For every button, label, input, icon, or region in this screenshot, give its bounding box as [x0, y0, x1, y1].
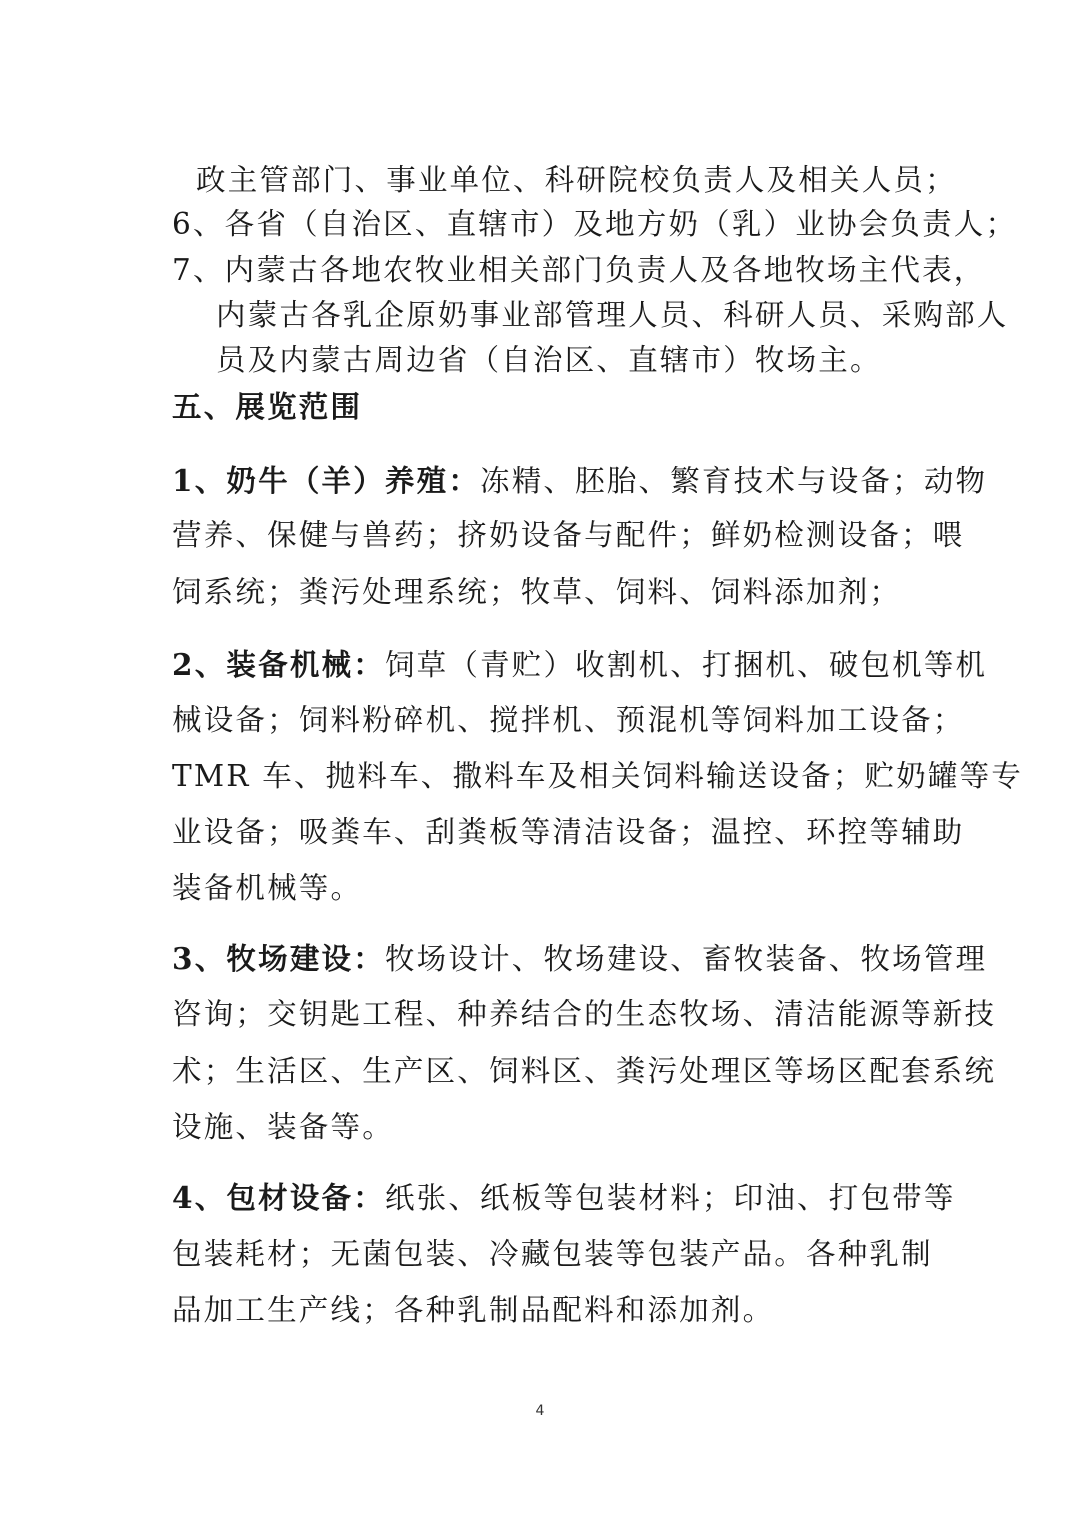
- text-line: 员及内蒙古周边省（自治区、直辖市）牧场主。: [216, 343, 882, 377]
- exhibit-item-1-text: 冻精、胚胎、繁育技术与设备；动物: [480, 464, 988, 498]
- exhibit-item-1-text: 营养、保健与兽药；挤奶设备与配件；鲜奶检测设备；喂: [172, 518, 965, 552]
- exhibit-item-4-text: 品加工生产线；各种乳制品配料和添加剂。: [172, 1293, 775, 1327]
- text-line: 内蒙古各乳企原奶事业部管理人员、科研人员、采购部人: [216, 298, 1009, 332]
- exhibit-item-2-text: 业设备；吸粪车、刮粪板等清洁设备；温控、环控等辅助: [172, 815, 965, 849]
- exhibit-item-2-text: 械设备；饲料粉碎机、搅拌机、预混机等饲料加工设备；: [172, 703, 965, 737]
- section-heading: 五、展览范围: [172, 389, 363, 424]
- exhibit-item-3-label: 3、牧场建设：: [172, 941, 385, 976]
- exhibit-item-4-label: 4、包材设备：: [172, 1180, 385, 1215]
- exhibit-item-2-line: [172, 647, 988, 682]
- exhibit-item-4-text: 包装耗材；无菌包装、冷藏包装等包装产品。各种乳制: [172, 1237, 933, 1271]
- exhibit-item-2-label: 2、装备机械：: [172, 647, 385, 682]
- exhibit-item-3-line: [172, 941, 988, 976]
- page-number: 4: [535, 1403, 545, 1419]
- exhibit-item-4-line: [172, 1180, 956, 1215]
- exhibit-item-1-label: 1、奶牛（羊）养殖：: [172, 463, 481, 498]
- exhibit-item-2-text: 装备机械等。: [172, 871, 363, 905]
- exhibit-item-1-line: [172, 463, 988, 498]
- exhibit-item-3-text: 术；生活区、生产区、饲料区、粪污处理区等场区配套系统: [172, 1054, 997, 1088]
- exhibit-item-3-text: 咨询；交钥匙工程、种养结合的生态牧场、清洁能源等新技: [172, 997, 997, 1031]
- exhibit-item-3-text: 设施、装备等。: [172, 1110, 394, 1144]
- list-item-7: 7、内蒙古各地农牧业相关部门负责人及各地牧场主代表，: [172, 253, 986, 287]
- exhibit-item-2-text: 饲草（青贮）收割机、打捆机、破包机等机: [384, 648, 988, 682]
- list-item-6: 6、各省（自治区、直辖市）及地方奶（乳）业协会负责人；: [172, 207, 1018, 241]
- text-line: 政主管部门、事业单位、科研院校负责人及相关人员；: [196, 163, 957, 197]
- exhibit-item-2-text: TMR 车、抛料车、撒料车及相关饲料输送设备；贮奶罐等专: [172, 759, 1024, 793]
- exhibit-item-1-text: 饲系统；粪污处理系统；牧草、饲料、饲料添加剂；: [172, 575, 902, 609]
- exhibit-item-4-text: 纸张、纸板等包装材料；印油、打包带等: [384, 1181, 956, 1215]
- exhibit-item-3-text: 牧场设计、牧场建设、畜牧装备、牧场管理: [384, 942, 988, 976]
